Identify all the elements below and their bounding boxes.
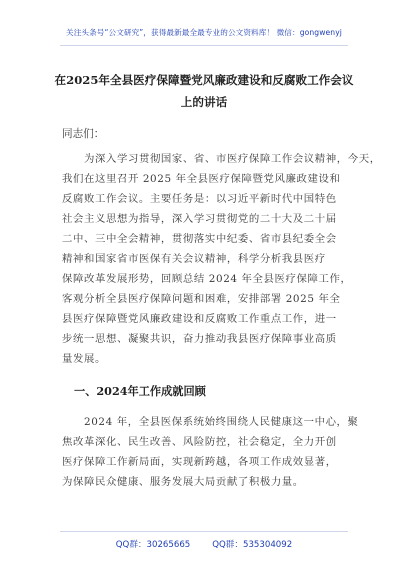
paragraph-line: 医疗保障工作新局面，实现新跨越，各项工作成效显著， [62,456,337,468]
footer-divider [60,531,348,532]
footer [0,538,408,550]
paragraph-line: 焦改革深化、民生改善、风险防控，社会稳定，全力开创 [62,436,337,448]
paragraph-line: 我们在这里召开 2025 年全县医疗保障暨党风廉政建设和 [62,173,341,185]
paragraph-line: 客观分析全县医疗保障问题和困难，安排部署 2025 年全 [62,293,341,305]
paragraph-line: 为保障民众健康、服务发展大局贡献了积极力量。 [62,476,304,488]
paragraph-line: 反腐败工作会议。主要任务是：以习近平新时代中国特色 [62,193,337,205]
footer-qq-group-1: QQ群：30265665 [115,540,191,550]
paragraph-line: 社会主义思想为指导，深入学习贯彻党的二十大及二十届 [62,213,337,225]
document-title-continued: 上的讲话 [180,95,228,109]
paragraph-line: 县医疗保障暨党风廉政建设和反腐败工作重点工作，进一 [62,313,337,325]
header-divider [60,45,348,46]
paragraph-line: 步统一思想、凝聚共识，奋力推动我县医疗保障事业高质 [62,333,337,345]
paragraph-line: 2024 年，全县医保系统始终围绕人民健康这一中心，聚 [84,416,359,428]
paragraph-line: 保障改革发展形势，回顾总结 2024 年全县医疗保障工作， [62,273,352,285]
salutation: 同志们： [62,128,105,140]
paragraph-line: 为深入学习贯彻国家、省、市医疗保障工作会议精神，今天， [84,153,381,165]
paragraph-line: 二中、三中全会精神，贯彻落实中纪委、省市县纪委全会 [62,233,337,245]
header-banner: 关注头条号“公文研究”，获得最新最全最专业的公文资料库！ 微信：gongwenyj [66,28,342,37]
footer-qq-group-2: QQ群：535304092 [212,540,293,550]
paragraph-line: 量发展。 [62,353,106,365]
paragraph-line: 精神和国家省市医保有关会议精神，科学分析我县医疗 [62,253,326,265]
section-heading: 一、2024年工作成就回顾 [74,384,206,398]
document-title: 在2025年全县医疗保障暨党风廉政建设和反腐败工作会议 [54,73,354,87]
